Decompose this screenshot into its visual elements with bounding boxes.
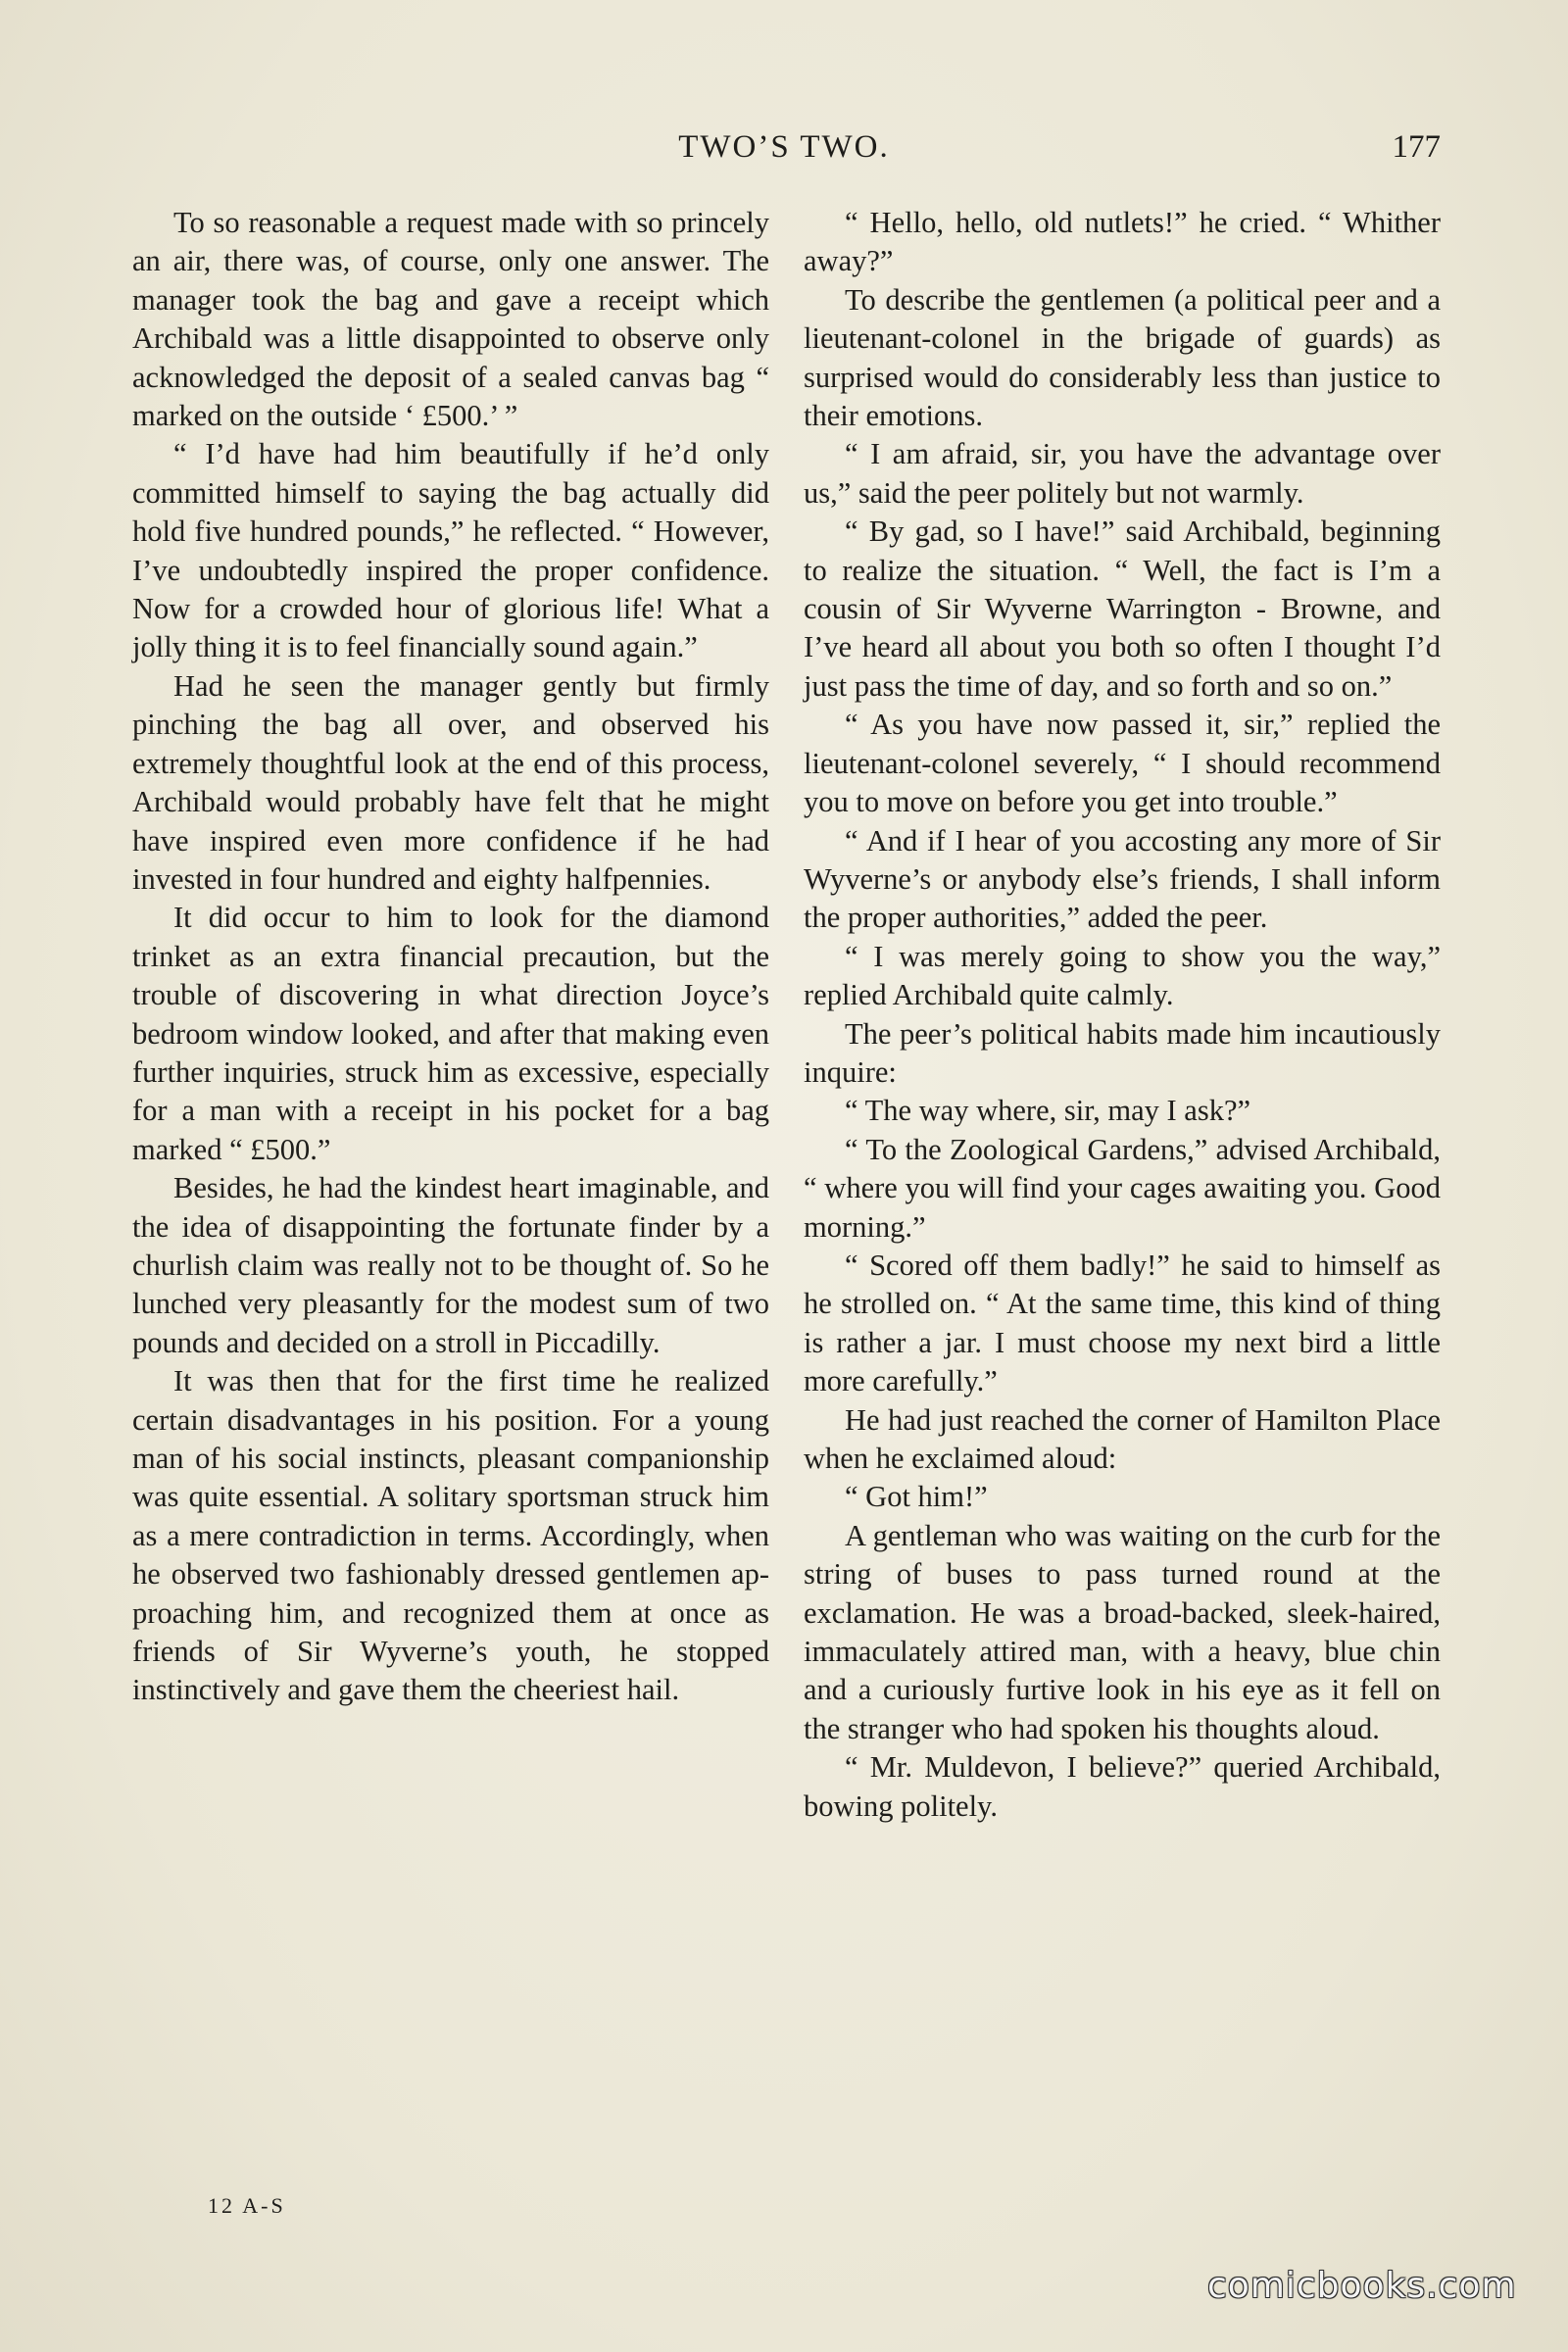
paragraph: “ By gad, so I have!” said Archibald, beginning to realize the situation. “ Well, the fact is I’m a cousin of Sir Wyverne Warrington - Browne, and I’ve heard all about you both so often I thought I’d just pass the time of day, and so forth and so on.” — [804, 514, 1441, 703]
page-header — [127, 129, 1441, 178]
paragraph: “ And if I hear of you accosting any more of Sir Wyverne’s or anybody else’s friends, I shall inform the proper authorities,” added the peer. — [804, 823, 1441, 935]
watermark: comicbooks.com — [1207, 2266, 1517, 2306]
printer-signature-mark: 12 A-S — [208, 2193, 286, 2218]
paragraph: To describe the gentlemen (a political peer and a lieutenant-colonel in the brigade of guards) as surprised would do considerably less than justice to their emotions. — [804, 282, 1441, 433]
paragraph: “ Scored off them badly!” he said to himself as he strolled on. “ At the same time, this kind of thing is rather a jar. I must choose my next bird a little more carefully.” — [804, 1248, 1441, 1398]
paragraph: “ Mr. Muldevon, I believe?” queried Archibald, bowing politely. — [804, 1750, 1441, 1823]
paragraph: “ I was merely going to show you the way,” replied Archibald quite calmly. — [804, 939, 1441, 1012]
paragraph: It was then that for the first time he realized certain disadvantages in his position. For a young man of his social instincts, pleasant companionship was quite essential. A solitary sportsman struck him as a mere contradiction in terms. Accordingly, when he observed two fashionably dressed gentlemen approaching him, and recognized them at once as friends of Sir Wyverne’s youth, he stopped instinctively and gave them the cheeriest hail. — [132, 1364, 769, 1707]
running-title: TWO’S TWO. — [678, 129, 890, 165]
paragraph: A gentleman who was waiting on the curb for the string of buses to pass turned round at the exclamation. He was a broad-backed, sleek-haired, immaculately attired man, with a heavy, blue chin and a curiously furtive look in his eye as it fell on the stranger who had spoken his thoughts aloud. — [804, 1518, 1441, 1745]
paragraph: “ As you have now passed it, sir,” replied the lieutenant-colonel severely, “ I should recommend you to move on before you get into trouble.” — [804, 708, 1441, 819]
paragraph: It did occur to him to look for the diamond trinket as an extra financial precaution, but the trouble of discovering in what direction Joyce’s bedroom window looked, and after that making even further inquiries, struck him as excessive, especially for a man with a receipt in his pocket for a bag marked “ £500.” — [132, 901, 769, 1166]
paragraph: “ The way where, sir, may I ask?” — [845, 1094, 1251, 1128]
page-number: 177 — [1392, 129, 1441, 165]
paragraph: “ I am afraid, sir, you have the advantage over us,” said the peer politely but not warmly. — [804, 437, 1441, 510]
paragraph: “ To the Zoological Gardens,” advised Archibald, “ where you will find your cages awaiting you. Good morning.” — [804, 1132, 1441, 1244]
paragraph: The peer’s political habits made him incautiously inquire: — [804, 1016, 1441, 1089]
paragraph: “ Hello, hello, old nutlets!” he cried. “ Whither away?” — [804, 206, 1441, 278]
paragraph: “ Got him!” — [845, 1480, 988, 1514]
paragraph: To so reasonable a request made with so princely an air, there was, of course, only one answer. The manager took the bag and gave a receipt which Archibald was a little disappointed to observe only acknowledged the deposit of a sealed canvas bag “ marked on the outside ‘ £500.’ ” — [132, 206, 769, 433]
paragraph: He had just reached the corner of Hamilton Place when he exclaimed aloud: — [804, 1402, 1441, 1475]
left-column — [132, 204, 769, 1710]
paragraph: Had he seen the manager gently but firmly pinching the bag all over, and observed his extremely thoughtful look at the end of this process, Archibald would probably have felt that he might have inspired even more confidence if he had invested in four hundred and eighty halfpennies. — [132, 668, 769, 896]
right-column — [804, 204, 1441, 1826]
paragraph: “ I’d have had him beautifully if he’d only committed himself to saying the bag actually did hold five hundred pounds,” he reflected. “ However, I’ve undoubtedly inspired the proper confidence. Now for a crowded hour of glorious life! What a jolly thing it is to feel financially sound again.” — [132, 437, 769, 664]
paragraph: Besides, he had the kindest heart imaginable, and the idea of disappointing the fortunate finder by a churlish claim was really not to be thought of. So he lunched very pleasantly for the modest sum of two pounds and decided on a stroll in Piccadilly. — [132, 1171, 769, 1359]
